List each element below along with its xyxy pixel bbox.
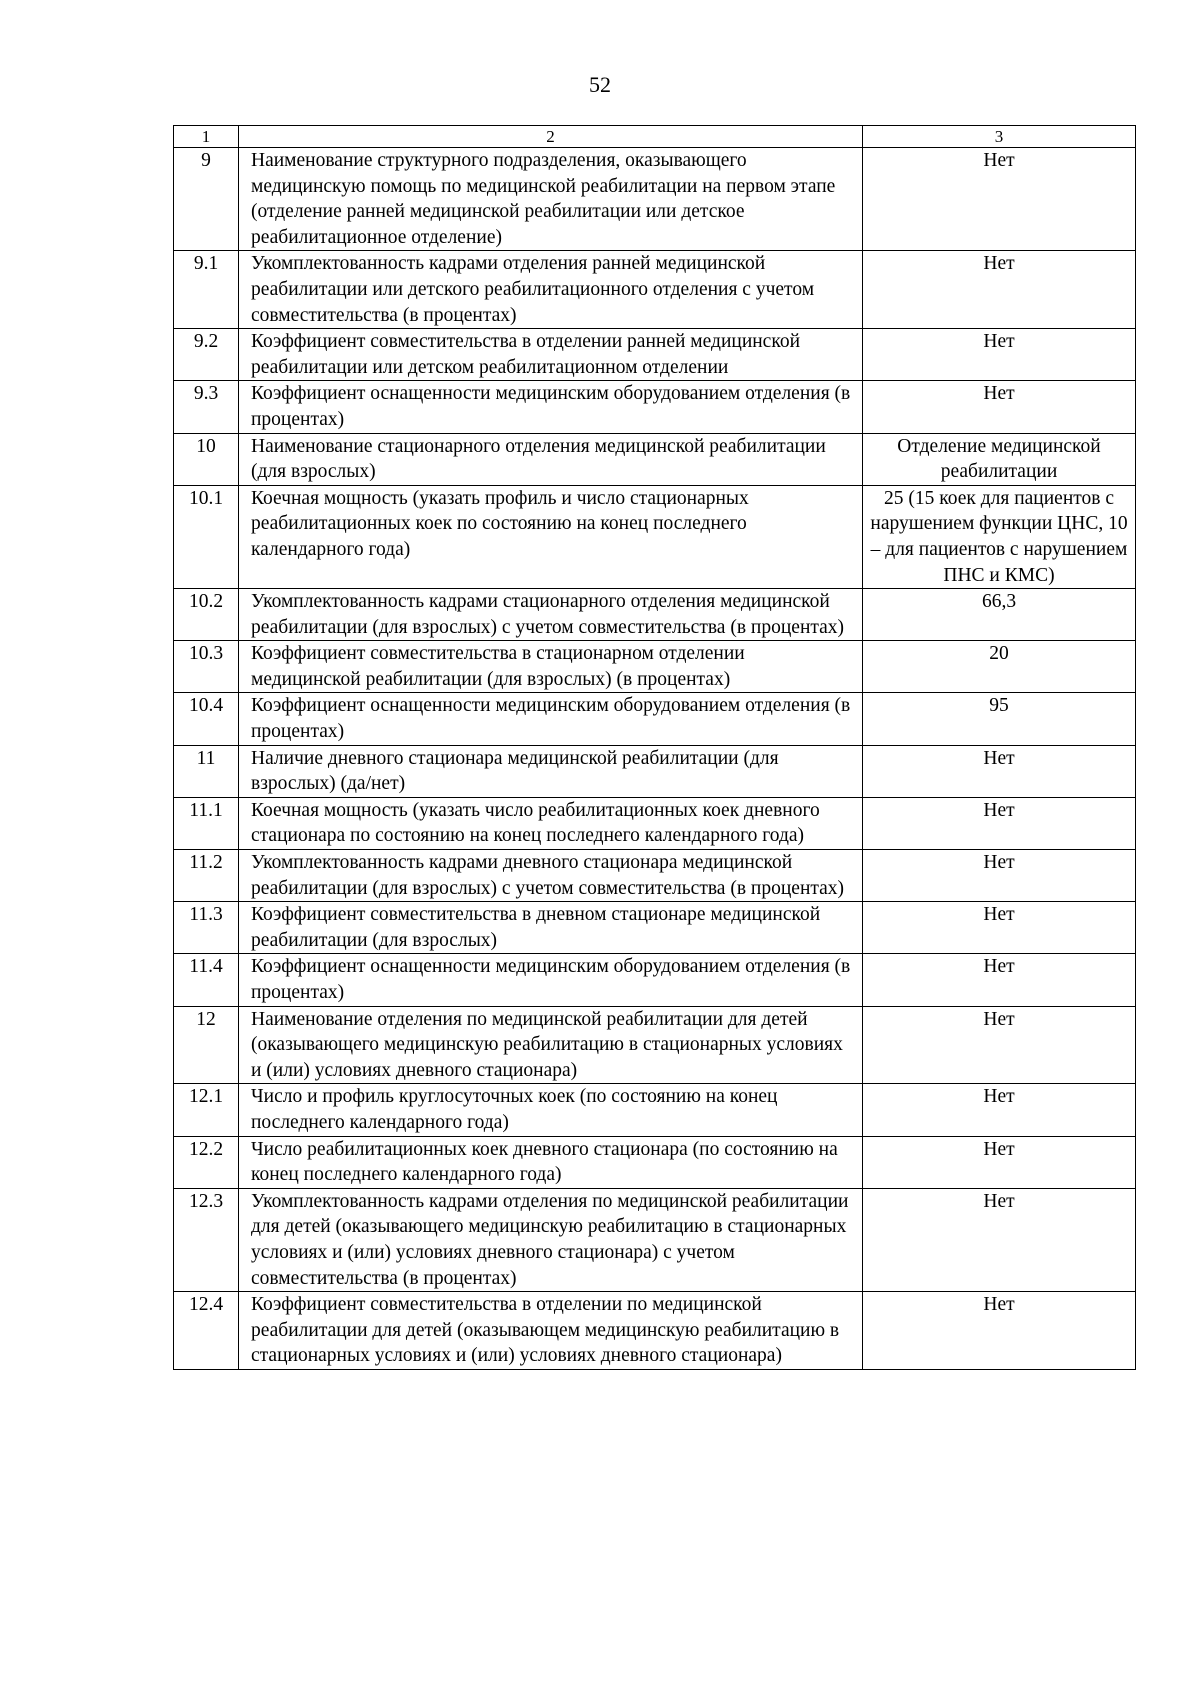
row-description: Укомплектованность кадрами стационарного отделения медицинской реабилитации (для взрослых) с учетом совместительства (в процентах) xyxy=(239,589,863,641)
table-row xyxy=(174,902,1136,954)
row-value: Нет xyxy=(863,1006,1136,1084)
indicators-table xyxy=(173,125,1136,1370)
row-number: 12.4 xyxy=(174,1292,239,1370)
table-row xyxy=(174,433,1136,485)
row-value: Нет xyxy=(863,1188,1136,1291)
row-value: 66,3 xyxy=(863,589,1136,641)
row-value: Нет xyxy=(863,1136,1136,1188)
row-description: Число реабилитационных коек дневного стационара (по состоянию на конец последнего календарного года) xyxy=(239,1136,863,1188)
row-number: 10 xyxy=(174,433,239,485)
row-description: Наименование отделения по медицинской реабилитации для детей (оказывающего медицинскую реабилитацию в стационарных условиях и (или) условиях дневного стационара) xyxy=(239,1006,863,1084)
row-value: Нет xyxy=(863,148,1136,251)
table-row xyxy=(174,850,1136,902)
row-number: 11.2 xyxy=(174,850,239,902)
row-description: Наименование стационарного отделения медицинской реабилитации (для взрослых) xyxy=(239,433,863,485)
table-row xyxy=(174,589,1136,641)
row-value: Нет xyxy=(863,251,1136,329)
table-row xyxy=(174,1006,1136,1084)
row-value: Нет xyxy=(863,1084,1136,1136)
row-value: Нет xyxy=(863,329,1136,381)
row-description: Коечная мощность (указать число реабилитационных коек дневного стационара по состоянию на конец последнего календарного года) xyxy=(239,797,863,849)
table-row xyxy=(174,797,1136,849)
row-description: Наименование структурного подразделения, оказывающего медицинскую помощь по медицинской реабилитации на первом этапе (отделение ранней медицинской реабилитации или детское реабилитационное отделение) xyxy=(239,148,863,251)
row-value: Нет xyxy=(863,797,1136,849)
table-row xyxy=(174,329,1136,381)
row-description: Коечная мощность (указать профиль и число стационарных реабилитационных коек по состоянию на конец последнего календарного года) xyxy=(239,485,863,588)
row-value: 20 xyxy=(863,641,1136,693)
row-number: 9.3 xyxy=(174,381,239,433)
row-number: 11.3 xyxy=(174,902,239,954)
row-description: Коэффициент совместительства в отделении по медицинской реабилитации для детей (оказывающем медицинскую реабилитацию в стационарных условиях и (или) условиях дневного стационара) xyxy=(239,1292,863,1370)
row-description: Коэффициент совместительства в дневном стационаре медицинской реабилитации (для взрослых) xyxy=(239,902,863,954)
table-row xyxy=(174,954,1136,1006)
table-row xyxy=(174,1084,1136,1136)
table-row xyxy=(174,1136,1136,1188)
row-number: 10.3 xyxy=(174,641,239,693)
table-row xyxy=(174,693,1136,745)
row-value: Нет xyxy=(863,850,1136,902)
table-row xyxy=(174,251,1136,329)
table-row xyxy=(174,1292,1136,1370)
row-number: 9.2 xyxy=(174,329,239,381)
row-number: 12.2 xyxy=(174,1136,239,1188)
header-col-3: 3 xyxy=(863,126,1136,148)
row-value: Нет xyxy=(863,381,1136,433)
row-number: 10.2 xyxy=(174,589,239,641)
table-row xyxy=(174,485,1136,588)
row-value: 95 xyxy=(863,693,1136,745)
row-number: 10.4 xyxy=(174,693,239,745)
page-number: 52 xyxy=(589,72,611,97)
row-number: 9 xyxy=(174,148,239,251)
row-description: Наличие дневного стационара медицинской реабилитации (для взрослых) (да/нет) xyxy=(239,745,863,797)
table-header-row xyxy=(174,126,1136,148)
row-description: Укомплектованность кадрами отделения по медицинской реабилитации для детей (оказывающего медицинскую реабилитацию в стационарных условиях и (или) условиях дневного стационара) с учетом совместительства (в процентах) xyxy=(239,1188,863,1291)
table-row xyxy=(174,381,1136,433)
row-number: 12.3 xyxy=(174,1188,239,1291)
row-number: 11 xyxy=(174,745,239,797)
row-description: Коэффициент оснащенности медицинским оборудованием отделения (в процентах) xyxy=(239,954,863,1006)
header-col-1: 1 xyxy=(174,126,239,148)
row-description: Число и профиль круглосуточных коек (по состоянию на конец последнего календарного года) xyxy=(239,1084,863,1136)
row-value: Нет xyxy=(863,902,1136,954)
row-value: 25 (15 коек для пациентов с нарушением функции ЦНС, 10 – для пациентов с нарушением ПНС и КМС) xyxy=(863,485,1136,588)
header-col-2: 2 xyxy=(239,126,863,148)
row-description: Коэффициент оснащенности медицинским оборудованием отделения (в процентах) xyxy=(239,693,863,745)
row-description: Укомплектованность кадрами дневного стационара медицинской реабилитации (для взрослых) с учетом совместительства (в процентах) xyxy=(239,850,863,902)
row-number: 9.1 xyxy=(174,251,239,329)
table-row xyxy=(174,641,1136,693)
row-description: Коэффициент оснащенности медицинским оборудованием отделения (в процентах) xyxy=(239,381,863,433)
row-number: 11.4 xyxy=(174,954,239,1006)
row-description: Коэффициент совместительства в отделении ранней медицинской реабилитации или детском реабилитационном отделении xyxy=(239,329,863,381)
row-number: 12 xyxy=(174,1006,239,1084)
table-row xyxy=(174,745,1136,797)
row-description: Укомплектованность кадрами отделения ранней медицинской реабилитации или детского реабилитационного отделения с учетом совместительства (в процентах) xyxy=(239,251,863,329)
row-value: Нет xyxy=(863,1292,1136,1370)
row-value: Нет xyxy=(863,954,1136,1006)
row-description: Коэффициент совместительства в стационарном отделении медицинской реабилитации (для взрослых) (в процентах) xyxy=(239,641,863,693)
row-number: 12.1 xyxy=(174,1084,239,1136)
table-row xyxy=(174,148,1136,251)
row-number: 11.1 xyxy=(174,797,239,849)
row-number: 10.1 xyxy=(174,485,239,588)
table-row xyxy=(174,1188,1136,1291)
row-value: Отделение медицинской реабилитации xyxy=(863,433,1136,485)
row-value: Нет xyxy=(863,745,1136,797)
